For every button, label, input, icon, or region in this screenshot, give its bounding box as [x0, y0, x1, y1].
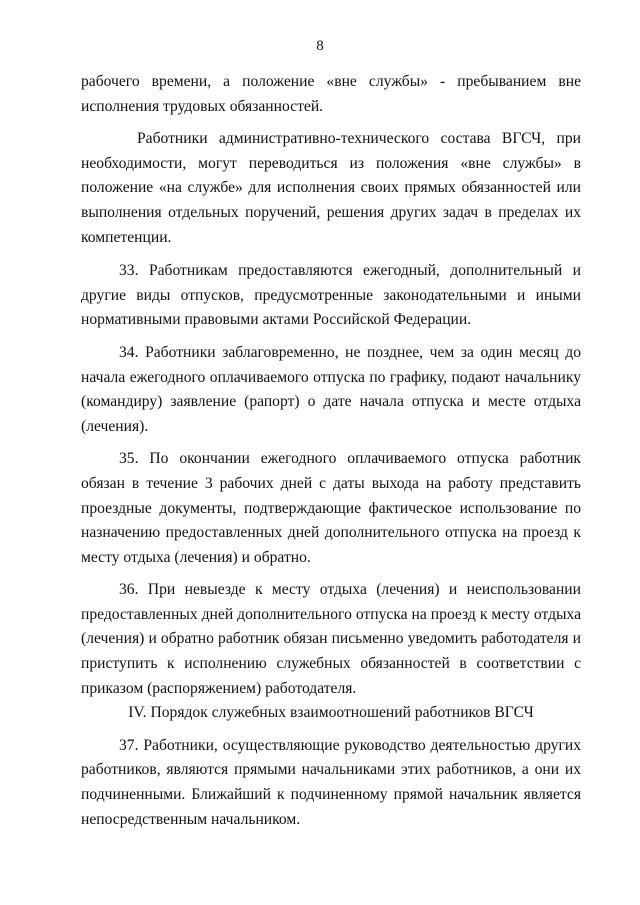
paragraph-37: 37. Работники, осуществляющие руководство деятельностью других работников, являются прямыми начальниками этих работников, а они их подчиненными. Ближайший к подчиненному прямой начальник является непосредственным начальником. [81, 736, 581, 828]
document-body [81, 70, 581, 832]
paragraph-34: 34. Работники заблаговременно, не позднее, чем за один месяц до начала ежегодного оплачиваемого отпуска по графику, подают начальнику (командиру) заявление (рапорт) о дате начала отпуска и месте отдыха (лечения). [81, 343, 581, 435]
paragraph-continuation: рабочего времени, а положение «вне службы» - пребыванием вне исполнения трудовых обязанностей. [81, 73, 581, 115]
page-number: 8 [316, 38, 324, 54]
section-heading: IV. Порядок служебных взаимоотношений работников ВГСЧ [128, 704, 534, 722]
paragraph-33: 33. Работникам предоставляются ежегодный, дополнительный и другие виды отпусков, предусмотренные законодательными и иными нормативными правовыми актами Российской Федерации. [81, 262, 581, 329]
paragraph-admin-staff: Работники административно-технического состава ВГСЧ, при необходимости, могут переводиться из положения «вне службы» в положение «на службе» для исполнения своих прямых обязанностей или выполнения отдельных поручений, решения других задач в пределах их компетенции. [81, 130, 581, 246]
paragraph-35: 35. По окончании ежегодного оплачиваемого отпуска работник обязан в течение 3 рабочих дней с даты выхода на работу представить проездные документы, подтверждающие фактическое использование по назначению предоставленных дней дополнительного отпуска на проезд к месту отдыха (лечения) и обратно. [81, 450, 581, 566]
paragraph-36: 36. При невыезде к месту отдыха (лечения) и неиспользовании предоставленных дней дополнительного отпуска на проезд к месту отдыха (лечения) и обратно работник обязан письменно уведомить работодателя и приступить к исполнению служебных обязанностей в соответствии с приказом (распоряжением) работодателя. [81, 581, 581, 697]
